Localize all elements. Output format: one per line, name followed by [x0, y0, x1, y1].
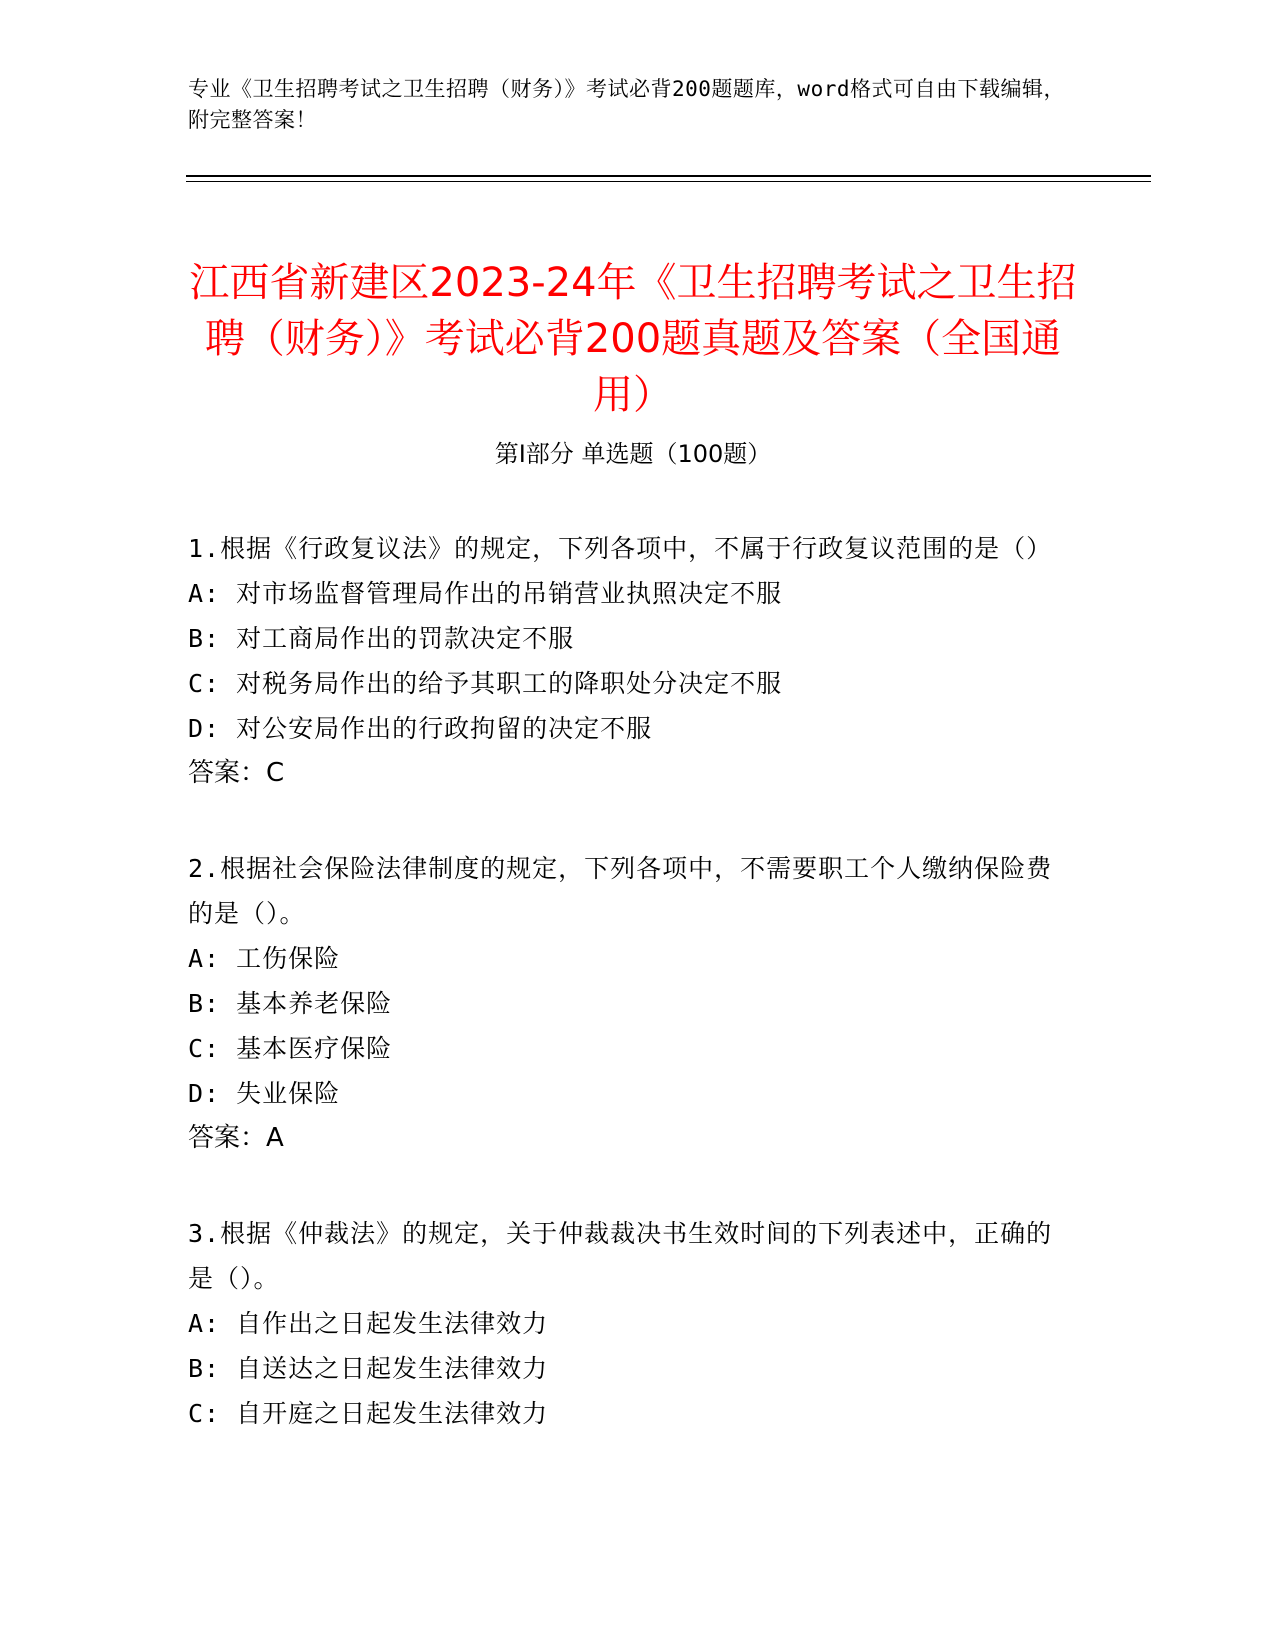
- header-note: 专业《卫生招聘考试之卫生招聘（财务）》考试必背200题题库，word格式可自由下载编辑，附完整答案！: [188, 77, 1065, 132]
- option-b: B: 基本养老保险: [188, 989, 393, 1018]
- option-c: C: 对税务局作出的给予其职工的降职处分决定不服: [188, 669, 783, 698]
- header-rule-thin: [186, 181, 1151, 182]
- option-c: C: 自开庭之日起发生法律效力: [188, 1399, 549, 1428]
- header-rule-thick: [186, 175, 1151, 177]
- option-a: A: 自作出之日起发生法律效力: [188, 1309, 549, 1338]
- document-title: 江西省新建区2023-24年《卫生招聘考试之卫生招聘（财务）》考试必背200题真题及答案（全国通用）: [189, 259, 1077, 418]
- option-a: A: 工伤保险: [188, 944, 341, 973]
- option-b: B: 自送达之日起发生法律效力: [188, 1354, 549, 1383]
- option-d: D: 对公安局作出的行政拘留的决定不服: [188, 714, 653, 743]
- answer: 答案：C: [188, 758, 285, 788]
- answer: 答案：A: [188, 1123, 284, 1153]
- question-3: [188, 1211, 1068, 1436]
- section-title: 第I部分 单选题（100题）: [494, 440, 772, 468]
- option-a: A: 对市场监督管理局作出的吊销营业执照决定不服: [188, 579, 783, 608]
- question-1: [188, 526, 1068, 796]
- option-b: B: 对工商局作出的罚款决定不服: [188, 624, 575, 653]
- question-2: [188, 846, 1068, 1161]
- question-list: [188, 526, 1068, 1486]
- question-stem: 3.根据《仲裁法》的规定，关于仲裁裁决书生效时间的下列表述中，正确的是（）。: [188, 1219, 1053, 1293]
- question-stem: 1.根据《行政复议法》的规定，下列各项中，不属于行政复议范围的是（）: [188, 534, 1053, 563]
- question-stem: 2.根据社会保险法律制度的规定，下列各项中，不需要职工个人缴纳保险费的是（）。: [188, 854, 1053, 928]
- option-d: D: 失业保险: [188, 1079, 341, 1108]
- option-c: C: 基本医疗保险: [188, 1034, 393, 1063]
